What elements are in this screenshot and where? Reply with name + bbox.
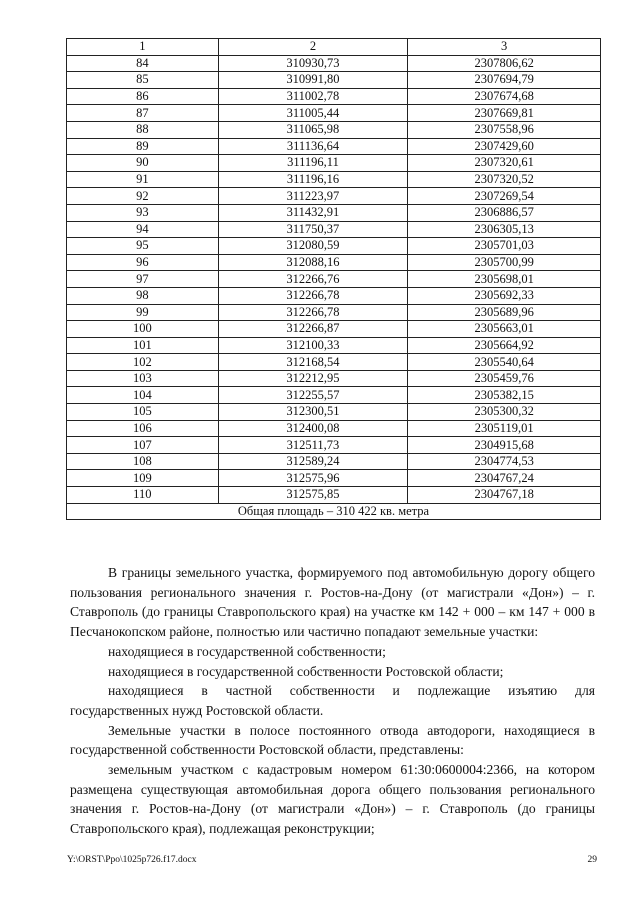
table-row <box>67 354 601 371</box>
table-row <box>67 155 601 172</box>
x-coordinate-cell: 312255,57 <box>218 387 408 404</box>
y-coordinate-cell: 2307320,52 <box>408 171 601 188</box>
table-total-row <box>67 503 601 520</box>
point-number-cell: 91 <box>67 171 219 188</box>
table-body <box>67 55 601 503</box>
point-number-cell: 94 <box>67 221 219 238</box>
x-coordinate-cell: 310930,73 <box>218 55 408 72</box>
table-row <box>67 337 601 354</box>
paragraph-intro: В границы земельного участка, формируемого под автомобильную дорогу общего пользования регионального значения г. Ростов-на-Дону (от магистрали «Дон») – г. Ставрополь (до границы Ставропольского края) на участке км 142 + 000 – км 147 + 000 в Песчанокопском районе, полностью или частично попадают земельные участки: <box>70 565 595 640</box>
table-row <box>67 88 601 105</box>
table-row <box>67 238 601 255</box>
table-row <box>67 55 601 72</box>
y-coordinate-cell: 2307674,68 <box>408 88 601 105</box>
point-number-cell: 102 <box>67 354 219 371</box>
y-coordinate-cell: 2305692,33 <box>408 287 601 304</box>
x-coordinate-cell: 312266,76 <box>218 271 408 288</box>
x-coordinate-cell: 311223,97 <box>218 188 408 205</box>
column-header-number: 1 <box>67 39 219 56</box>
table-row <box>67 453 601 470</box>
table-row <box>67 321 601 338</box>
table-row <box>67 171 601 188</box>
point-number-cell: 89 <box>67 138 219 155</box>
x-coordinate-cell: 311196,16 <box>218 171 408 188</box>
y-coordinate-cell: 2305459,76 <box>408 370 601 387</box>
table-row <box>67 387 601 404</box>
y-coordinate-cell: 2307269,54 <box>408 188 601 205</box>
y-coordinate-cell: 2306886,57 <box>408 204 601 221</box>
x-coordinate-cell: 312168,54 <box>218 354 408 371</box>
y-coordinate-cell: 2307429,60 <box>408 138 601 155</box>
point-number-cell: 104 <box>67 387 219 404</box>
point-number-cell: 84 <box>67 55 219 72</box>
x-coordinate-cell: 312266,78 <box>218 304 408 321</box>
table-row <box>67 221 601 238</box>
point-number-cell: 108 <box>67 453 219 470</box>
total-area: Общая площадь – 310 422 кв. метра <box>67 503 601 520</box>
y-coordinate-cell: 2305689,96 <box>408 304 601 321</box>
point-number-cell: 95 <box>67 238 219 255</box>
point-number-cell: 106 <box>67 420 219 437</box>
table-row <box>67 72 601 89</box>
table-row <box>67 437 601 454</box>
x-coordinate-cell: 311136,64 <box>218 138 408 155</box>
table-row <box>67 105 601 122</box>
point-number-cell: 86 <box>67 88 219 105</box>
point-number-cell: 87 <box>67 105 219 122</box>
x-coordinate-cell: 311065,98 <box>218 121 408 138</box>
y-coordinate-cell: 2305663,01 <box>408 321 601 338</box>
table-row <box>67 420 601 437</box>
point-number-cell: 103 <box>67 370 219 387</box>
y-coordinate-cell: 2304774,53 <box>408 453 601 470</box>
paragraph-list-item: находящиеся в государственной собственности; <box>108 643 386 659</box>
table-row <box>67 204 601 221</box>
x-coordinate-cell: 312100,33 <box>218 337 408 354</box>
x-coordinate-cell: 312575,96 <box>218 470 408 487</box>
page-footer <box>67 855 597 865</box>
column-header-y: 3 <box>408 39 601 56</box>
point-number-cell: 100 <box>67 321 219 338</box>
y-coordinate-cell: 2305700,99 <box>408 254 601 271</box>
y-coordinate-cell: 2304915,68 <box>408 437 601 454</box>
point-number-cell: 93 <box>67 204 219 221</box>
table-row <box>67 121 601 138</box>
y-coordinate-cell: 2306305,13 <box>408 221 601 238</box>
table-row <box>67 304 601 321</box>
page-number: 29 <box>587 855 597 865</box>
y-coordinate-cell: 2307558,96 <box>408 121 601 138</box>
paragraph-cadastral: земельным участком с кадастровым номером 61:30:0600004:2366, на котором размещена существующая автомобильная дорога общего пользования регионального значения г. Ростов-на-Дону (от магистрали «Дон») – г. Ставрополь (до границы Ставропольского края), подлежащая реконструкции; <box>70 762 595 837</box>
y-coordinate-cell: 2307806,62 <box>408 55 601 72</box>
body-text <box>70 563 595 839</box>
table-row <box>67 404 601 421</box>
table-row <box>67 138 601 155</box>
y-coordinate-cell: 2305300,32 <box>408 404 601 421</box>
point-number-cell: 85 <box>67 72 219 89</box>
table-row <box>67 470 601 487</box>
x-coordinate-cell: 311750,37 <box>218 221 408 238</box>
point-number-cell: 105 <box>67 404 219 421</box>
y-coordinate-cell: 2307320,61 <box>408 155 601 172</box>
x-coordinate-cell: 312511,73 <box>218 437 408 454</box>
point-number-cell: 101 <box>67 337 219 354</box>
y-coordinate-cell: 2305701,03 <box>408 238 601 255</box>
x-coordinate-cell: 311002,78 <box>218 88 408 105</box>
point-number-cell: 109 <box>67 470 219 487</box>
y-coordinate-cell: 2305119,01 <box>408 420 601 437</box>
table-row <box>67 370 601 387</box>
paragraph-represented: Земельные участки в полосе постоянного отвода автодороги, находящиеся в государственной собственности Ростовской области, представлены: <box>70 722 595 758</box>
table-row <box>67 254 601 271</box>
point-number-cell: 90 <box>67 155 219 172</box>
x-coordinate-cell: 312300,51 <box>218 404 408 421</box>
x-coordinate-cell: 312212,95 <box>218 370 408 387</box>
x-coordinate-cell: 312575,85 <box>218 487 408 504</box>
x-coordinate-cell: 312400,08 <box>218 420 408 437</box>
x-coordinate-cell: 312589,24 <box>218 453 408 470</box>
point-number-cell: 107 <box>67 437 219 454</box>
x-coordinate-cell: 311005,44 <box>218 105 408 122</box>
coordinates-table <box>66 38 601 520</box>
x-coordinate-cell: 312266,87 <box>218 321 408 338</box>
point-number-cell: 99 <box>67 304 219 321</box>
x-coordinate-cell: 312088,16 <box>218 254 408 271</box>
point-number-cell: 110 <box>67 487 219 504</box>
y-coordinate-cell: 2304767,24 <box>408 470 601 487</box>
x-coordinate-cell: 312080,59 <box>218 238 408 255</box>
point-number-cell: 88 <box>67 121 219 138</box>
table-row <box>67 271 601 288</box>
x-coordinate-cell: 310991,80 <box>218 72 408 89</box>
y-coordinate-cell: 2307669,81 <box>408 105 601 122</box>
x-coordinate-cell: 311432,91 <box>218 204 408 221</box>
y-coordinate-cell: 2307694,79 <box>408 72 601 89</box>
y-coordinate-cell: 2305382,15 <box>408 387 601 404</box>
file-path: Y:\ORST\Ppo\1025p726.f17.docx <box>67 855 197 865</box>
paragraph-list-item: находящиеся в государственной собственности Ростовской области; <box>108 663 504 679</box>
y-coordinate-cell: 2305664,92 <box>408 337 601 354</box>
x-coordinate-cell: 311196,11 <box>218 155 408 172</box>
point-number-cell: 96 <box>67 254 219 271</box>
table-row <box>67 188 601 205</box>
point-number-cell: 98 <box>67 287 219 304</box>
table-header-row <box>67 39 601 56</box>
x-coordinate-cell: 312266,78 <box>218 287 408 304</box>
y-coordinate-cell: 2304767,18 <box>408 487 601 504</box>
paragraph-list-item: находящиеся в частной собственности и подлежащие изъятию для государственных нужд Ростовской области. <box>70 683 595 718</box>
table-row <box>67 487 601 504</box>
table-row <box>67 287 601 304</box>
point-number-cell: 97 <box>67 271 219 288</box>
y-coordinate-cell: 2305540,64 <box>408 354 601 371</box>
column-header-x: 2 <box>218 39 408 56</box>
point-number-cell: 92 <box>67 188 219 205</box>
y-coordinate-cell: 2305698,01 <box>408 271 601 288</box>
